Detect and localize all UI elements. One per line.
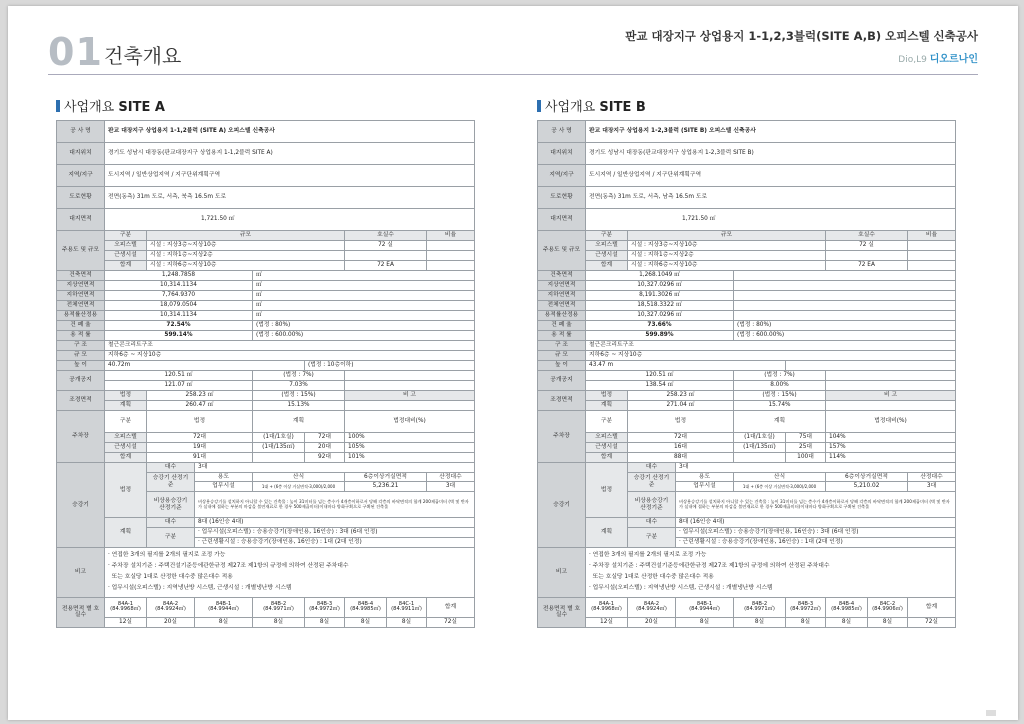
cell: 1대 + (6층 이상 거실면적-3,000)/2,000 — [253, 482, 345, 492]
note-line: · 연접한 3개의 필지를 2개의 필지로 조정 가능 — [589, 552, 707, 559]
cell: 260.47 ㎡ — [147, 401, 253, 411]
unit-cell: ㎡ — [253, 291, 475, 301]
unit-count-cell: 8실 — [253, 617, 305, 627]
value-cell: 전면(동측) 31m 도로, 서측, 북측 16.5m 도로 — [105, 187, 475, 209]
value-cell: 1,248.7858 — [105, 271, 253, 281]
cell: 대수 — [628, 518, 676, 528]
cell: 시설 : 지하1층~지상2층 — [628, 251, 826, 261]
unit-count-cell: 12실 — [586, 617, 628, 627]
label-cell: 조경면적 — [57, 391, 105, 411]
cell: (법정 : 600.00%) — [734, 331, 956, 341]
cell: 3대 — [676, 463, 956, 473]
cell: 1대 + (6층 이상 거실면적-3,000)/2,000 — [734, 482, 826, 492]
cell: 합계 — [427, 597, 475, 617]
section-title-site-a: 사업개요 SITE A — [56, 96, 165, 115]
cell: 법정대비(%) — [826, 411, 956, 433]
unit-type-cell: 84A-2 (84.9924㎡) — [147, 597, 195, 617]
cell: 100대 — [786, 453, 826, 463]
label-cell: 승강기 — [57, 463, 105, 548]
note-line: · 주차장 설치기준 : 주택건설기준등에관한규정 제27조 제1항의 규정에 의하여 산정된 주차대수 — [108, 563, 349, 570]
unit-count-cell: 20실 — [628, 617, 676, 627]
cell: 25대 — [786, 443, 826, 453]
cell: (1대/135㎡) — [253, 443, 305, 453]
cell: 92대 — [305, 453, 345, 463]
label-cell: 주용도 및 규모 — [57, 231, 105, 271]
value-cell: 10,327.0296 ㎡ — [586, 281, 734, 291]
cell: 비상용승강기 산정기준 — [628, 492, 676, 518]
value-cell: 599.14% — [105, 331, 253, 341]
unit-cell: ㎡ — [253, 311, 475, 321]
cell: (법정 : 7%) — [734, 371, 826, 381]
cell: 시설 : 지하6층~지상10층 — [628, 261, 826, 271]
cell: 시설 : 지상3층~지상10층 — [147, 241, 345, 251]
cell: 건축면적 — [538, 271, 586, 281]
value-cell: 73.66% — [586, 321, 734, 331]
cell: (법정 : 80%) — [734, 321, 956, 331]
value-cell: 판교 대장지구 상업용지 1-2,3블럭 (SITE B) 오피스텔 신축공사 — [586, 121, 956, 143]
brand-name: 디오르나인 — [929, 54, 978, 65]
cell: 공 사 명 — [538, 121, 586, 143]
cell: 전체연면적 — [538, 301, 586, 311]
cell: 합계 — [586, 453, 628, 463]
value-cell: 지하6층 ~ 지상10층 — [105, 351, 475, 361]
cell: (법정 : 15%) — [253, 391, 345, 401]
cell: 16대 — [628, 443, 734, 453]
section-bullet-icon — [537, 100, 541, 112]
cell: 규 모 — [57, 351, 105, 361]
cell — [253, 453, 305, 463]
cell: · 업무시설(오피스텔) : 승용승강기(장애인용, 16인승) : 3대 (6대 인정) — [676, 527, 956, 537]
cell: 오피스텔 — [105, 433, 147, 443]
cell: 104% — [826, 433, 956, 443]
cell: 120.51 ㎡ — [586, 371, 734, 381]
unit-count-cell: 8실 — [734, 617, 786, 627]
unit-cell: ㎡ — [253, 301, 475, 311]
value-cell: 10,314.1134 — [105, 311, 253, 321]
unit-count-cell: 8실 — [676, 617, 734, 627]
cell: 용적률산정용 — [57, 311, 105, 321]
cell: 19대 — [147, 443, 253, 453]
cell: 합계 — [586, 261, 628, 271]
label-cell: 조경면적 — [538, 391, 586, 411]
cell: 72 EA — [826, 261, 908, 271]
cell — [908, 241, 956, 251]
cell: 업무시설 — [195, 482, 253, 492]
unit-type-cell: 84B-2 (84.9971㎡) — [253, 597, 305, 617]
cell: 258.23 ㎡ — [628, 391, 734, 401]
cell: 157% — [826, 443, 956, 453]
cell: 근생시설 — [586, 251, 628, 261]
cell: 용도 — [676, 472, 734, 482]
cell: 100% — [345, 433, 475, 443]
unit-type-cell: 84A-1 (84.9968㎡) — [105, 597, 147, 617]
cell: 구분 — [105, 411, 147, 433]
cell: 규 모 — [538, 351, 586, 361]
label-cell: 주용도 및 규모 — [538, 231, 586, 271]
cell: 용도 — [195, 472, 253, 482]
section-title-site-b: 사업개요 SITE B — [537, 96, 646, 115]
note-line: · 업무시설(오피스텔) : 지역냉난방 시스템, 근생시설 : 개별냉난방 시스템 — [589, 585, 773, 592]
unit-count-cell: 12실 — [105, 617, 147, 627]
cell: 114% — [826, 453, 956, 463]
cell: 건 폐 율 — [538, 321, 586, 331]
cell: 6층이상거실면적 — [345, 472, 427, 482]
cell: 15.74% — [734, 401, 826, 411]
cell: 구분 — [628, 527, 676, 547]
cell — [345, 251, 427, 261]
cell: 8대 (16인승 4대) — [676, 518, 956, 528]
cell: 72 EA — [345, 261, 427, 271]
cell: · 근린생활시설 : 승용승강기(장애인용, 16인승) : 1대 (2대 인정) — [676, 537, 956, 547]
unit-count-cell: 20실 — [147, 617, 195, 627]
value-cell: 경기도 성남시 대장동(판교대장지구 상업용지 1-2,3블럭 SITE B) — [586, 143, 956, 165]
cell: 121.07 ㎡ — [105, 381, 253, 391]
value-cell: 7,764.9370 — [105, 291, 253, 301]
unit-type-cell: 84B-1 (84.9944㎡) — [676, 597, 734, 617]
cell: 도로현황 — [57, 187, 105, 209]
cell: 72 실 — [826, 241, 908, 251]
unit-count-cell: 8실 — [868, 617, 908, 627]
value-cell: 철근콘크리트구조 — [586, 341, 956, 351]
value-cell: 도시지역 / 일반상업지역 / 지구단위계획구역 — [105, 165, 475, 187]
label-cell: 공개공지 — [57, 371, 105, 391]
cell: 공 사 명 — [57, 121, 105, 143]
cell: 법정 — [628, 411, 734, 433]
cell: 대지위치 — [538, 143, 586, 165]
unit-type-cell: 84B-3 (84.9972㎡) — [305, 597, 345, 617]
cell: 5,236.21 — [345, 482, 427, 492]
cell: 계획 — [586, 518, 628, 548]
unit-type-cell: 84B-2 (84.9971㎡) — [734, 597, 786, 617]
cell: 105% — [345, 443, 475, 453]
cell: 비고 — [538, 547, 586, 597]
unit-cell — [734, 301, 956, 311]
unit-count-cell: 8실 — [195, 617, 253, 627]
note-line: 또는 호실당 1대로 산정한 대수중 많은대수 적용 — [108, 574, 233, 581]
cell: 15.13% — [253, 401, 345, 411]
cell: 계획 — [105, 518, 147, 548]
cell: 법정 — [586, 463, 628, 518]
unit-type-cell: 84A-1 (84.9968㎡) — [586, 597, 628, 617]
cell: 7.03% — [253, 381, 345, 391]
cell: 승강기 산정기준 — [147, 472, 195, 492]
cell: 20대 — [305, 443, 345, 453]
cell — [826, 251, 908, 261]
value-cell: 1,721.50 ㎡ — [105, 209, 475, 231]
cell: 법정 — [105, 463, 147, 518]
cell: 3대 — [195, 463, 475, 473]
cell: (법정 : 7%) — [253, 371, 345, 381]
cell: 비상용승강기 산정기준 — [147, 492, 195, 518]
cell: 비율 — [427, 231, 475, 241]
unit-cell — [734, 291, 956, 301]
cell: (1대/1호실) — [253, 433, 305, 443]
cell: 산식 — [253, 472, 345, 482]
cell: 산정대수 — [908, 472, 956, 482]
brand-small: Dio,L9 — [898, 55, 927, 65]
value-cell: 철근콘크리트구조 — [105, 341, 475, 351]
cell: 합계 — [908, 597, 956, 617]
cell: 건축면적 — [57, 271, 105, 281]
cell: (법정 : 15%) — [734, 391, 826, 401]
document-page — [8, 6, 1018, 720]
value-cell: 40.72m — [105, 361, 305, 371]
value-cell: 18,079.0504 — [105, 301, 253, 311]
cell: 오피스텔 — [105, 241, 147, 251]
cell: 높 이 — [57, 361, 105, 371]
page-marker — [986, 710, 996, 716]
unit-type-cell: 84A-2 (84.9924㎡) — [628, 597, 676, 617]
cell — [427, 251, 475, 261]
label-cell: 전용면적 별 호실수 — [57, 597, 105, 627]
unit-cell — [734, 311, 956, 321]
siteB-overview-table — [537, 120, 956, 628]
cell: 시설 : 지하6층~지상10층 — [147, 261, 345, 271]
cell: 구분 — [586, 411, 628, 433]
header-right — [625, 28, 978, 65]
cell: 용적률산정용 — [538, 311, 586, 321]
cell: 계획 — [253, 411, 345, 433]
cell: 비고 — [57, 547, 105, 597]
unit-count-cell: 8실 — [305, 617, 345, 627]
cell: 101% — [345, 453, 475, 463]
cell: 6층이상거실면적 — [826, 472, 908, 482]
note-line: · 주차장 설치기준 : 주택건설기준등에관한규정 제27조 제1항의 규정에 의하여 산정된 주차대수 — [589, 563, 830, 570]
cell: 용 적 률 — [538, 331, 586, 341]
cell: 88대 — [628, 453, 734, 463]
cell: · 업무시설(오피스텔) : 승용승강기(장애인용, 16인승) : 3대 (6대 인정) — [195, 527, 475, 537]
chapter-title: 건축개요 — [104, 44, 182, 68]
unit-cell: ㎡ — [253, 271, 475, 281]
cell: 법정 — [147, 411, 253, 433]
cell: 8.00% — [734, 381, 826, 391]
cell: (1대/1호실) — [734, 433, 786, 443]
label-cell: 승강기 — [538, 463, 586, 548]
cell — [908, 251, 956, 261]
unit-type-cell: 84B-4 (84.9985㎡) — [826, 597, 868, 617]
unit-count-cell: 8실 — [786, 617, 826, 627]
value-cell: 599.89% — [586, 331, 734, 341]
unit-count-cell: 72실 — [427, 617, 475, 627]
notes-cell — [105, 547, 475, 597]
header-divider — [48, 74, 978, 75]
cell: 근생시설 — [105, 443, 147, 453]
value-cell: 8,191.3026 ㎡ — [586, 291, 734, 301]
cell: 오피스텔 — [586, 241, 628, 251]
cell: 지상연면적 — [538, 281, 586, 291]
cell: 규모 — [147, 231, 345, 241]
cell: 구 조 — [57, 341, 105, 351]
cell: 호실수 — [826, 231, 908, 241]
cell: 산정대수 — [427, 472, 475, 482]
value-cell: 지하6층 ~ 지상10층 — [586, 351, 956, 361]
cell: 합계 — [105, 261, 147, 271]
cell: 지하연면적 — [57, 291, 105, 301]
cell: 계획 — [105, 401, 147, 411]
value-cell: 판교 대장지구 상업용지 1-1,2블럭 (SITE A) 오피스텔 신축공사 — [105, 121, 475, 143]
cell: (법정 : 600.00%) — [253, 331, 475, 341]
chapter-number: 01 — [48, 30, 103, 74]
cell: 대수 — [147, 463, 195, 473]
unit-count-cell: 72실 — [908, 617, 956, 627]
section-bullet-icon — [56, 100, 60, 112]
value-cell: 10,327.0296 ㎡ — [586, 311, 734, 321]
cell: 3대 — [908, 482, 956, 492]
cell: 구분 — [586, 231, 628, 241]
cell — [427, 241, 475, 251]
value-cell: 18,518.3322 ㎡ — [586, 301, 734, 311]
cell: 120.51 ㎡ — [105, 371, 253, 381]
cell — [734, 453, 786, 463]
cell: 용 적 률 — [57, 331, 105, 341]
note-line: · 업무시설(오피스텔) : 지역냉난방 시스템, 근생시설 : 개별냉난방 시스템 — [108, 585, 292, 592]
cell: 대수 — [628, 463, 676, 473]
unit-cell — [734, 271, 956, 281]
cell: 비율 — [908, 231, 956, 241]
note-line: 또는 호실당 1대로 산정한 대수중 많은대수 적용 — [589, 574, 714, 581]
cell: 계획 — [586, 401, 628, 411]
cell: 대지면적 — [538, 209, 586, 231]
cell: 업무시설 — [676, 482, 734, 492]
cell: 시설 : 지하1층~지상2층 — [147, 251, 345, 261]
cell: 도로현황 — [538, 187, 586, 209]
cell: (법정 : 80%) — [253, 321, 475, 331]
cell: 높 이 — [538, 361, 586, 371]
siteA-overview-table — [56, 120, 475, 628]
cell: 3대 — [427, 482, 475, 492]
cell: 규모 — [628, 231, 826, 241]
value-cell: 43.47 m — [586, 361, 786, 371]
cell: 계획 — [734, 411, 826, 433]
value-cell: 1,721.50 ㎡ — [586, 209, 956, 231]
label-cell: 전용면적 별 호실수 — [538, 597, 586, 627]
cell: · 근린생활시설 : 승용승강기(장애인용, 16인승) : 1대 (2대 인정) — [195, 537, 475, 547]
cell: 근생시설 — [105, 251, 147, 261]
cell: (법정 : 10층이하) — [305, 361, 475, 371]
label-cell: 주차장 — [57, 411, 105, 463]
cell: 건 폐 율 — [57, 321, 105, 331]
cell: 258.23 ㎡ — [147, 391, 253, 401]
cell: 비 고 — [826, 391, 956, 401]
cell: 72 실 — [345, 241, 427, 251]
cell: 72대 — [305, 433, 345, 443]
notes-cell — [586, 547, 956, 597]
cell: 전체연면적 — [57, 301, 105, 311]
cell: 근생시설 — [586, 443, 628, 453]
note-line: · 연접한 3개의 필지를 2개의 필지로 조정 가능 — [108, 552, 226, 559]
value-cell: 1,268.1049 ㎡ — [586, 271, 734, 281]
cell: 비상용승강기를 설치하지 아니할 수 있는 건축물 : 높이 31미터를 넘는 층수가 4개층이하로서 당해 각층의 바닥면적의 합계 200제곱미터 (벽 및 반자가 실내에 접하는 부분의 마감을 불연재료로 한 경우 500제곱미터)이내마다 방화구획으로 구획된 건축물 — [676, 492, 956, 518]
brand — [625, 50, 978, 65]
cell: 91대 — [147, 453, 253, 463]
cell: 지상연면적 — [57, 281, 105, 291]
cell: 산식 — [734, 472, 826, 482]
unit-type-cell: 84C-1 (84.9911㎡) — [387, 597, 427, 617]
unit-type-cell: 84B-3 (84.9972㎡) — [786, 597, 826, 617]
cell: 대수 — [147, 518, 195, 528]
cell: 오피스텔 — [586, 433, 628, 443]
cell: 271.04 ㎡ — [628, 401, 734, 411]
unit-count-cell: 8실 — [345, 617, 387, 627]
value-cell: 도시지역 / 일반상업지역 / 지구단위계획구역 — [586, 165, 956, 187]
cell — [908, 261, 956, 271]
value-cell: 10,314.1134 — [105, 281, 253, 291]
label-cell: 주차장 — [538, 411, 586, 463]
value-cell: 전면(동측) 31m 도로, 서측, 남측 16.5m 도로 — [586, 187, 956, 209]
unit-type-cell: 84C-2 (84.9906㎡) — [868, 597, 908, 617]
cell: 시설 : 지상3층~지상10층 — [628, 241, 826, 251]
cell: 구분 — [105, 231, 147, 241]
unit-count-cell: 8실 — [826, 617, 868, 627]
cell: 호실수 — [345, 231, 427, 241]
cell: 승강기 산정기준 — [628, 472, 676, 492]
cell: 지역/지구 — [57, 165, 105, 187]
cell: 비 고 — [345, 391, 475, 401]
cell: 72대 — [147, 433, 253, 443]
cell — [427, 261, 475, 271]
cell: 138.54 ㎡ — [586, 381, 734, 391]
value-cell: 72.54% — [105, 321, 253, 331]
project-title: 판교 대장지구 상업용지 1-1,2,3블럭(SITE A,B) 오피스텔 신축공사 — [625, 29, 978, 43]
cell: 지하연면적 — [538, 291, 586, 301]
cell — [786, 361, 956, 371]
value-cell: 경기도 성남시 대장동(판교대장지구 상업용지 1-1,2블럭 SITE A) — [105, 143, 475, 165]
unit-cell: ㎡ — [253, 281, 475, 291]
unit-type-cell: 84B-4 (84.9985㎡) — [345, 597, 387, 617]
cell: 8대 (16인승 4대) — [195, 518, 475, 528]
cell: (1대/135㎡) — [734, 443, 786, 453]
cell: 72대 — [628, 433, 734, 443]
cell: 대지면적 — [57, 209, 105, 231]
cell: 구분 — [147, 527, 195, 547]
cell: 대지위치 — [57, 143, 105, 165]
cell: 법정 — [105, 391, 147, 401]
unit-count-cell: 8실 — [387, 617, 427, 627]
cell: 지역/지구 — [538, 165, 586, 187]
cell: 합계 — [105, 453, 147, 463]
unit-cell — [734, 281, 956, 291]
cell: 75대 — [786, 433, 826, 443]
cell: 비상용승강기를 설치하지 아니할 수 있는 건축물 : 높이 31미터를 넘는 층수가 4개층이하로서 당해 각층의 바닥면적의 합계 200제곱미터 (벽 및 반자가 실내에 접하는 부분의 마감을 불연재료로 한 경우 500제곱미터)이내마다 방화구획으로 구획된 건축물 — [195, 492, 475, 518]
unit-type-cell: 84B-1 (84.9944㎡) — [195, 597, 253, 617]
cell: 법정대비(%) — [345, 411, 475, 433]
cell: 5,210.02 — [826, 482, 908, 492]
cell: 구 조 — [538, 341, 586, 351]
label-cell: 공개공지 — [538, 371, 586, 391]
cell: 법정 — [586, 391, 628, 401]
